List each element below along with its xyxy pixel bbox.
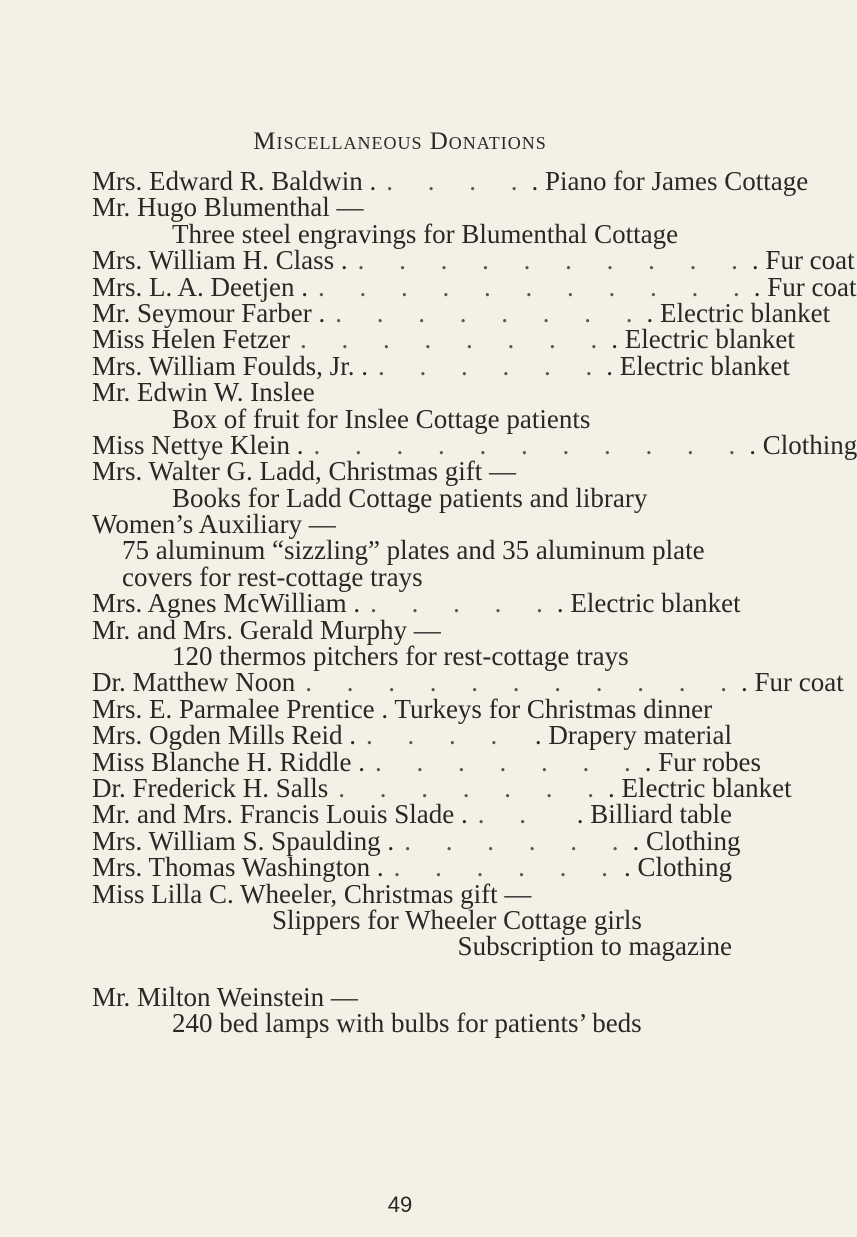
donor-name: Miss Blanche H. Riddle . [92, 746, 365, 777]
donor-name: Miss Helen Fetzer [92, 324, 290, 355]
list-item [92, 297, 831, 328]
donation-gift: . Electric blanket [646, 297, 831, 328]
list-item [92, 192, 732, 223]
list-item [92, 852, 732, 883]
donor-name: Women’s Auxiliary — [92, 509, 336, 540]
section-title: Miscellaneous Donations [253, 128, 547, 155]
list-item [92, 561, 732, 592]
donation-gift: . Electric blanket [611, 324, 795, 355]
donation-detail: Slippers for Wheeler Cottage girls [272, 904, 642, 935]
donation-gift: . Clothing [632, 825, 741, 856]
donor-name: Dr. Frederick H. Salls [92, 772, 329, 803]
leader-dots: . . . . . [370, 588, 557, 619]
list-item [92, 456, 732, 487]
donation-gift: . Fur coat [751, 245, 855, 276]
donor-name: Mr. Seymour Farber . [92, 297, 326, 328]
donation-detail: Subscription to magazine [457, 931, 732, 962]
donation-gift: . Electric blanket [607, 772, 792, 803]
donation-gift: . Clothing [623, 852, 732, 883]
page-number: 49 [387, 1192, 413, 1217]
leader-dots: . . . . . . . [374, 746, 645, 777]
leader-dots: . . . . . . . . . . . [305, 667, 741, 698]
leader-dots: . . . . [386, 166, 532, 196]
donor-name: Mr. Milton Weinstein — [92, 981, 358, 1012]
list-item [92, 245, 855, 276]
list-item [92, 1008, 732, 1039]
leader-dots: . . . . . . . . . . . [317, 271, 754, 302]
list-item [92, 693, 732, 724]
donation-gift: . Fur coat [740, 667, 844, 698]
list-item [92, 981, 732, 1012]
list-item [92, 350, 790, 381]
donation-gift: . Fur coat [753, 271, 857, 302]
leader-dots: . . . . . . . . . . . [313, 429, 750, 460]
donor-name: Mrs. L. A. Deetjen . [92, 271, 308, 302]
leader-dots: . . . . [366, 720, 512, 751]
donor-name: Mr. Hugo Blumenthal — [92, 192, 364, 223]
donation-detail: Three steel engravings for Blumenthal Cottage [172, 218, 679, 249]
list-item [92, 324, 795, 355]
donor-name: Miss Lilla C. Wheeler, Christmas gift — [92, 878, 532, 909]
donation-gift: . Drapery material [534, 720, 732, 751]
donation-gift: . Piano for James Cottage [531, 166, 809, 196]
leader-dots: . . . . . . [393, 852, 622, 883]
donor-name: Mrs. William H. Class . [92, 245, 348, 276]
list-item [92, 535, 732, 566]
donor-name: Mrs. E. Parmalee Prentice . Turkeys for Christmas dinner [92, 693, 713, 724]
donor-name: Mrs. Agnes McWilliam . [92, 588, 361, 619]
leader-dots: . . . . . . . [338, 772, 608, 803]
list-item [92, 641, 732, 672]
list-item [92, 403, 732, 434]
donor-name: Mrs. Ogden Mills Reid . [92, 720, 357, 751]
list-item [92, 429, 857, 460]
donation-gift: . Electric blanket [556, 588, 741, 619]
list-item [92, 746, 761, 777]
donation-list [92, 166, 857, 1039]
donor-name: Mr. and Mrs. Gerald Murphy — [92, 614, 441, 645]
donation-detail: 240 bed lamps with bulbs for patients’ beds [172, 1008, 642, 1039]
donor-name: Mrs. William S. Spaulding . [92, 825, 395, 856]
list-item [92, 218, 732, 249]
list-item [92, 509, 732, 540]
list-item [92, 166, 809, 196]
list-item [92, 482, 732, 513]
list-item [92, 825, 741, 856]
leader-dots: . . . . . . . . [335, 297, 647, 328]
list-item [92, 878, 732, 909]
donor-name: Miss Nettye Klein . [92, 429, 304, 460]
donation-gift: . Fur robes [644, 746, 761, 777]
list-item [92, 377, 732, 408]
list-item [92, 614, 732, 645]
donor-name: Mrs. Walter G. Ladd, Christmas gift — [92, 456, 517, 487]
donor-name: Dr. Matthew Noon [92, 667, 296, 698]
list-item [92, 772, 792, 803]
donation-detail: covers for rest-cottage trays [122, 561, 423, 592]
list-item [92, 271, 857, 302]
donation-gift: . Billiard table [576, 799, 732, 830]
leader-dots: . . . . . . . . [299, 324, 612, 355]
donor-name: Mrs. Thomas Washington . [92, 852, 384, 883]
donation-detail: Box of fruit for Inslee Cottage patients [172, 403, 591, 434]
leader-dots: . . . . . . [377, 350, 607, 381]
donation-gift: . Clothing [749, 429, 857, 460]
donor-name: Mrs. Edward R. Baldwin . [92, 166, 377, 196]
donation-detail: Books for Ladd Cottage patients and library [172, 482, 648, 513]
list-item [92, 667, 844, 698]
donation-detail: 120 thermos pitchers for rest-cottage trays [172, 641, 629, 672]
leader-dots: . . [477, 799, 540, 830]
list-item [92, 799, 732, 830]
spacer [92, 960, 732, 984]
donation-detail: 75 aluminum “sizzling” plates and 35 aluminum plate [122, 535, 705, 566]
donor-name: Mrs. William Foulds, Jr. . [92, 350, 368, 381]
list-item [92, 588, 741, 619]
leader-dots: . . . . . . [404, 825, 633, 856]
list-item [92, 931, 732, 962]
donation-gift: . Electric blanket [606, 350, 790, 381]
list-item [92, 720, 732, 751]
list-item [92, 904, 732, 935]
donor-name: Mr. Edwin W. Inslee [92, 377, 315, 408]
leader-dots: . . . . . . . . . . [357, 245, 752, 276]
donor-name: Mr. and Mrs. Francis Louis Slade . [92, 799, 468, 830]
